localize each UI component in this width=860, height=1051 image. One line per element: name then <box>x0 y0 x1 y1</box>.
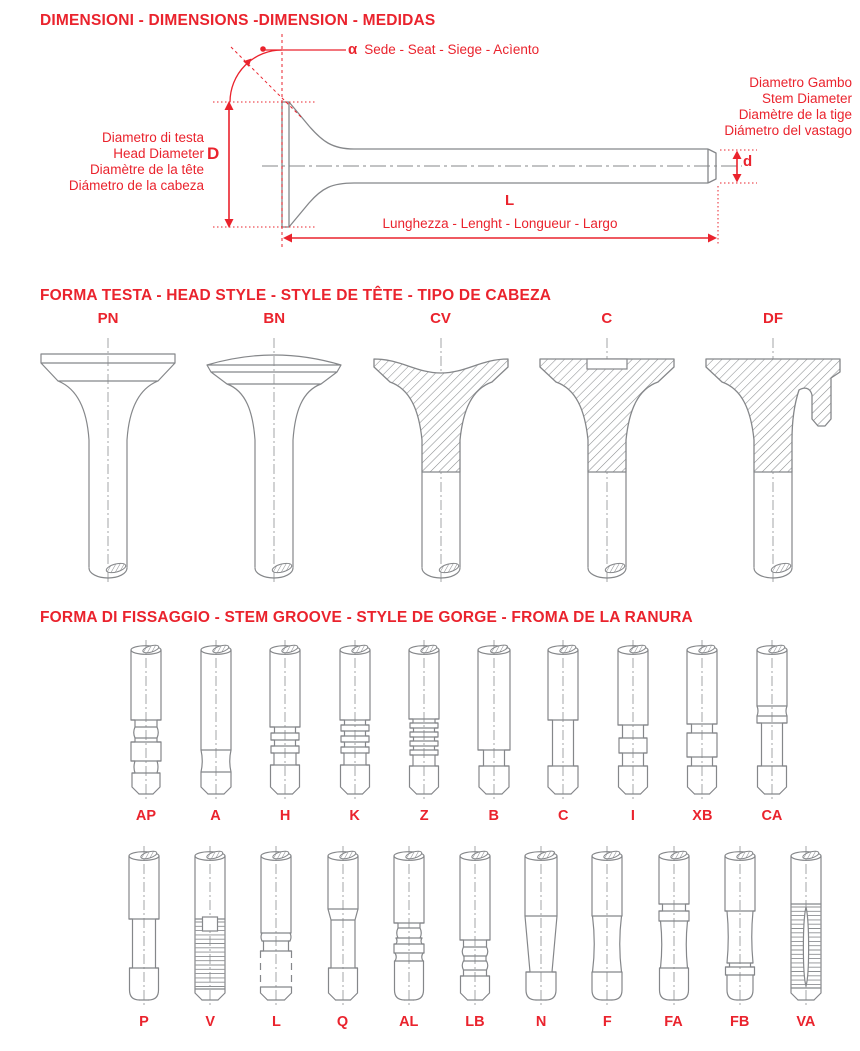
seat-leader-dot <box>260 46 266 52</box>
head-style-row <box>0 310 860 587</box>
stem-groove-drawing-fb <box>715 842 765 1014</box>
stem-groove-row-2 <box>0 842 860 1034</box>
head-style-label: CV <box>430 310 451 327</box>
stem-groove-drawing-i <box>608 636 658 808</box>
stem-groove-figure-l <box>251 842 301 1034</box>
head-diameter-line: Diámetro de la cabeza <box>68 178 204 193</box>
stem-groove-label: Z <box>419 808 429 824</box>
stem-groove-figure-va <box>781 842 831 1034</box>
stem-groove-drawing-va <box>781 842 831 1014</box>
stem-diameter-line: Stem Diameter <box>761 91 852 106</box>
stem-groove-drawing-a <box>191 636 241 808</box>
valve-outline <box>282 102 716 227</box>
seat-label-text: Sede - Seat - Siege - Acìento <box>364 42 540 57</box>
stem-groove-figure-ca <box>747 636 797 828</box>
stem-diameter-line: Diametro Gambo <box>749 75 852 90</box>
alpha-symbol: α <box>348 41 358 58</box>
head-style-figure-cv <box>366 310 516 587</box>
arrow-L-left <box>283 234 292 243</box>
stem-groove-figure-z <box>399 636 449 828</box>
head-diameter-label <box>0 130 204 194</box>
stem-groove-figure-lb <box>450 842 500 1034</box>
seat-label <box>348 41 539 58</box>
symbol-D: D <box>207 144 220 163</box>
stem-groove-drawing-l <box>251 842 301 1014</box>
stem-groove-figure-ap <box>121 636 171 828</box>
stem-groove-figure-a <box>191 636 241 828</box>
stem-groove-label: P <box>139 1014 149 1030</box>
stem-groove-drawing-lb <box>450 842 500 1014</box>
stem-groove-figure-c <box>538 636 588 828</box>
head-style-drawing-cv <box>366 332 516 587</box>
stem-groove-label: I <box>630 808 635 824</box>
head-style-label: PN <box>97 310 119 327</box>
stem-groove-label: L <box>271 1014 281 1030</box>
stem-groove-figure-b <box>469 636 519 828</box>
stem-groove-label: FA <box>664 1014 683 1030</box>
stem-groove-figure-h <box>260 636 310 828</box>
head-style-figure-df <box>698 310 848 587</box>
stem-groove-label: C <box>558 808 569 824</box>
stem-groove-figure-q <box>318 842 368 1034</box>
arrow-d-bottom <box>733 174 742 183</box>
stem-groove-label: Q <box>336 1014 349 1030</box>
stem-groove-label: N <box>535 1014 547 1030</box>
stem-groove-row-1 <box>0 636 860 828</box>
stem-groove-drawing-fa <box>649 842 699 1014</box>
stem-groove-label: F <box>602 1014 612 1030</box>
head-style-figure-bn <box>199 310 349 587</box>
stem-groove-label: V <box>205 1014 216 1030</box>
stem-groove-section-title: FORMA DI FISSAGGIO - STEM GROOVE - STYLE DE GORGE - FROMA DE LA RANURA <box>40 609 693 626</box>
head-style-drawing-pn <box>33 332 183 587</box>
stem-groove-label: A <box>210 808 221 824</box>
stem-groove-label: FB <box>730 1014 750 1030</box>
stem-groove-drawing-c <box>538 636 588 808</box>
head-style-section-title: FORMA TESTA - HEAD STYLE - STYLE DE TÊTE - TIPO DE CABEZA <box>40 287 552 304</box>
head-style-figure-c <box>532 310 682 587</box>
stem-groove-drawing-ap <box>121 636 171 808</box>
stem-groove-figure-fb <box>715 842 765 1034</box>
head-style-label: DF <box>763 310 783 327</box>
stem-groove-label: AL <box>399 1014 419 1030</box>
stem-groove-drawing-p <box>119 842 169 1014</box>
stem-groove-figure-v <box>185 842 235 1034</box>
stem-groove-drawing-z <box>399 636 449 808</box>
head-style-drawing-c <box>532 332 682 587</box>
head-diameter-line: Diamètre de la tête <box>89 162 204 177</box>
dimensions-section-title: DIMENSIONI - DIMENSIONS -DIMENSION - MEDIDAS <box>40 12 436 29</box>
stem-groove-drawing-b <box>469 636 519 808</box>
stem-groove-drawing-v <box>185 842 235 1014</box>
stem-groove-drawing-q <box>318 842 368 1014</box>
stem-groove-figure-k <box>330 636 380 828</box>
stem-groove-figure-f <box>582 842 632 1034</box>
stem-groove-drawing-k <box>330 636 380 808</box>
head-style-drawing-df <box>698 332 848 587</box>
arrow-L-right <box>708 234 717 243</box>
stem-groove-figure-fa <box>649 842 699 1034</box>
symbol-d: d <box>743 153 753 170</box>
head-diameter-line: Diametro di testa <box>101 130 204 145</box>
stem-groove-figure-xb <box>677 636 727 828</box>
stem-groove-drawing-h <box>260 636 310 808</box>
arrow-d-top <box>733 151 742 160</box>
stem-groove-figure-n <box>516 842 566 1034</box>
stem-groove-label: K <box>349 808 360 824</box>
head-diameter-line: Head Diameter <box>113 146 204 161</box>
stem-diameter-label <box>724 75 852 139</box>
stem-groove-drawing-n <box>516 842 566 1014</box>
stem-groove-figure-p <box>119 842 169 1034</box>
stem-groove-figure-al <box>384 842 434 1034</box>
head-style-figure-pn <box>33 310 183 587</box>
stem-groove-label: CA <box>761 808 783 824</box>
stem-groove-label: VA <box>796 1014 816 1030</box>
stem-groove-drawing-xb <box>677 636 727 808</box>
stem-groove-label: B <box>488 808 499 824</box>
stem-diameter-line: Diamètre de la tige <box>738 107 852 122</box>
stem-groove-drawing-f <box>582 842 632 1014</box>
stem-groove-drawing-al <box>384 842 434 1014</box>
head-style-drawing-bn <box>199 332 349 587</box>
stem-groove-label: AP <box>135 808 157 824</box>
stem-groove-drawing-ca <box>747 636 797 808</box>
head-style-label: BN <box>263 310 286 327</box>
stem-diameter-line: Diámetro del vastago <box>724 123 852 138</box>
head-style-label: C <box>601 310 613 327</box>
length-label: Lunghezza - Lenght - Longueur - Largo <box>382 216 618 231</box>
stem-groove-label: LB <box>465 1014 485 1030</box>
symbol-L: L <box>505 192 515 209</box>
stem-groove-label: XB <box>692 808 713 824</box>
seat-angle-arc <box>230 50 282 102</box>
stem-groove-figure-i <box>608 636 658 828</box>
stem-groove-label: H <box>279 808 291 824</box>
